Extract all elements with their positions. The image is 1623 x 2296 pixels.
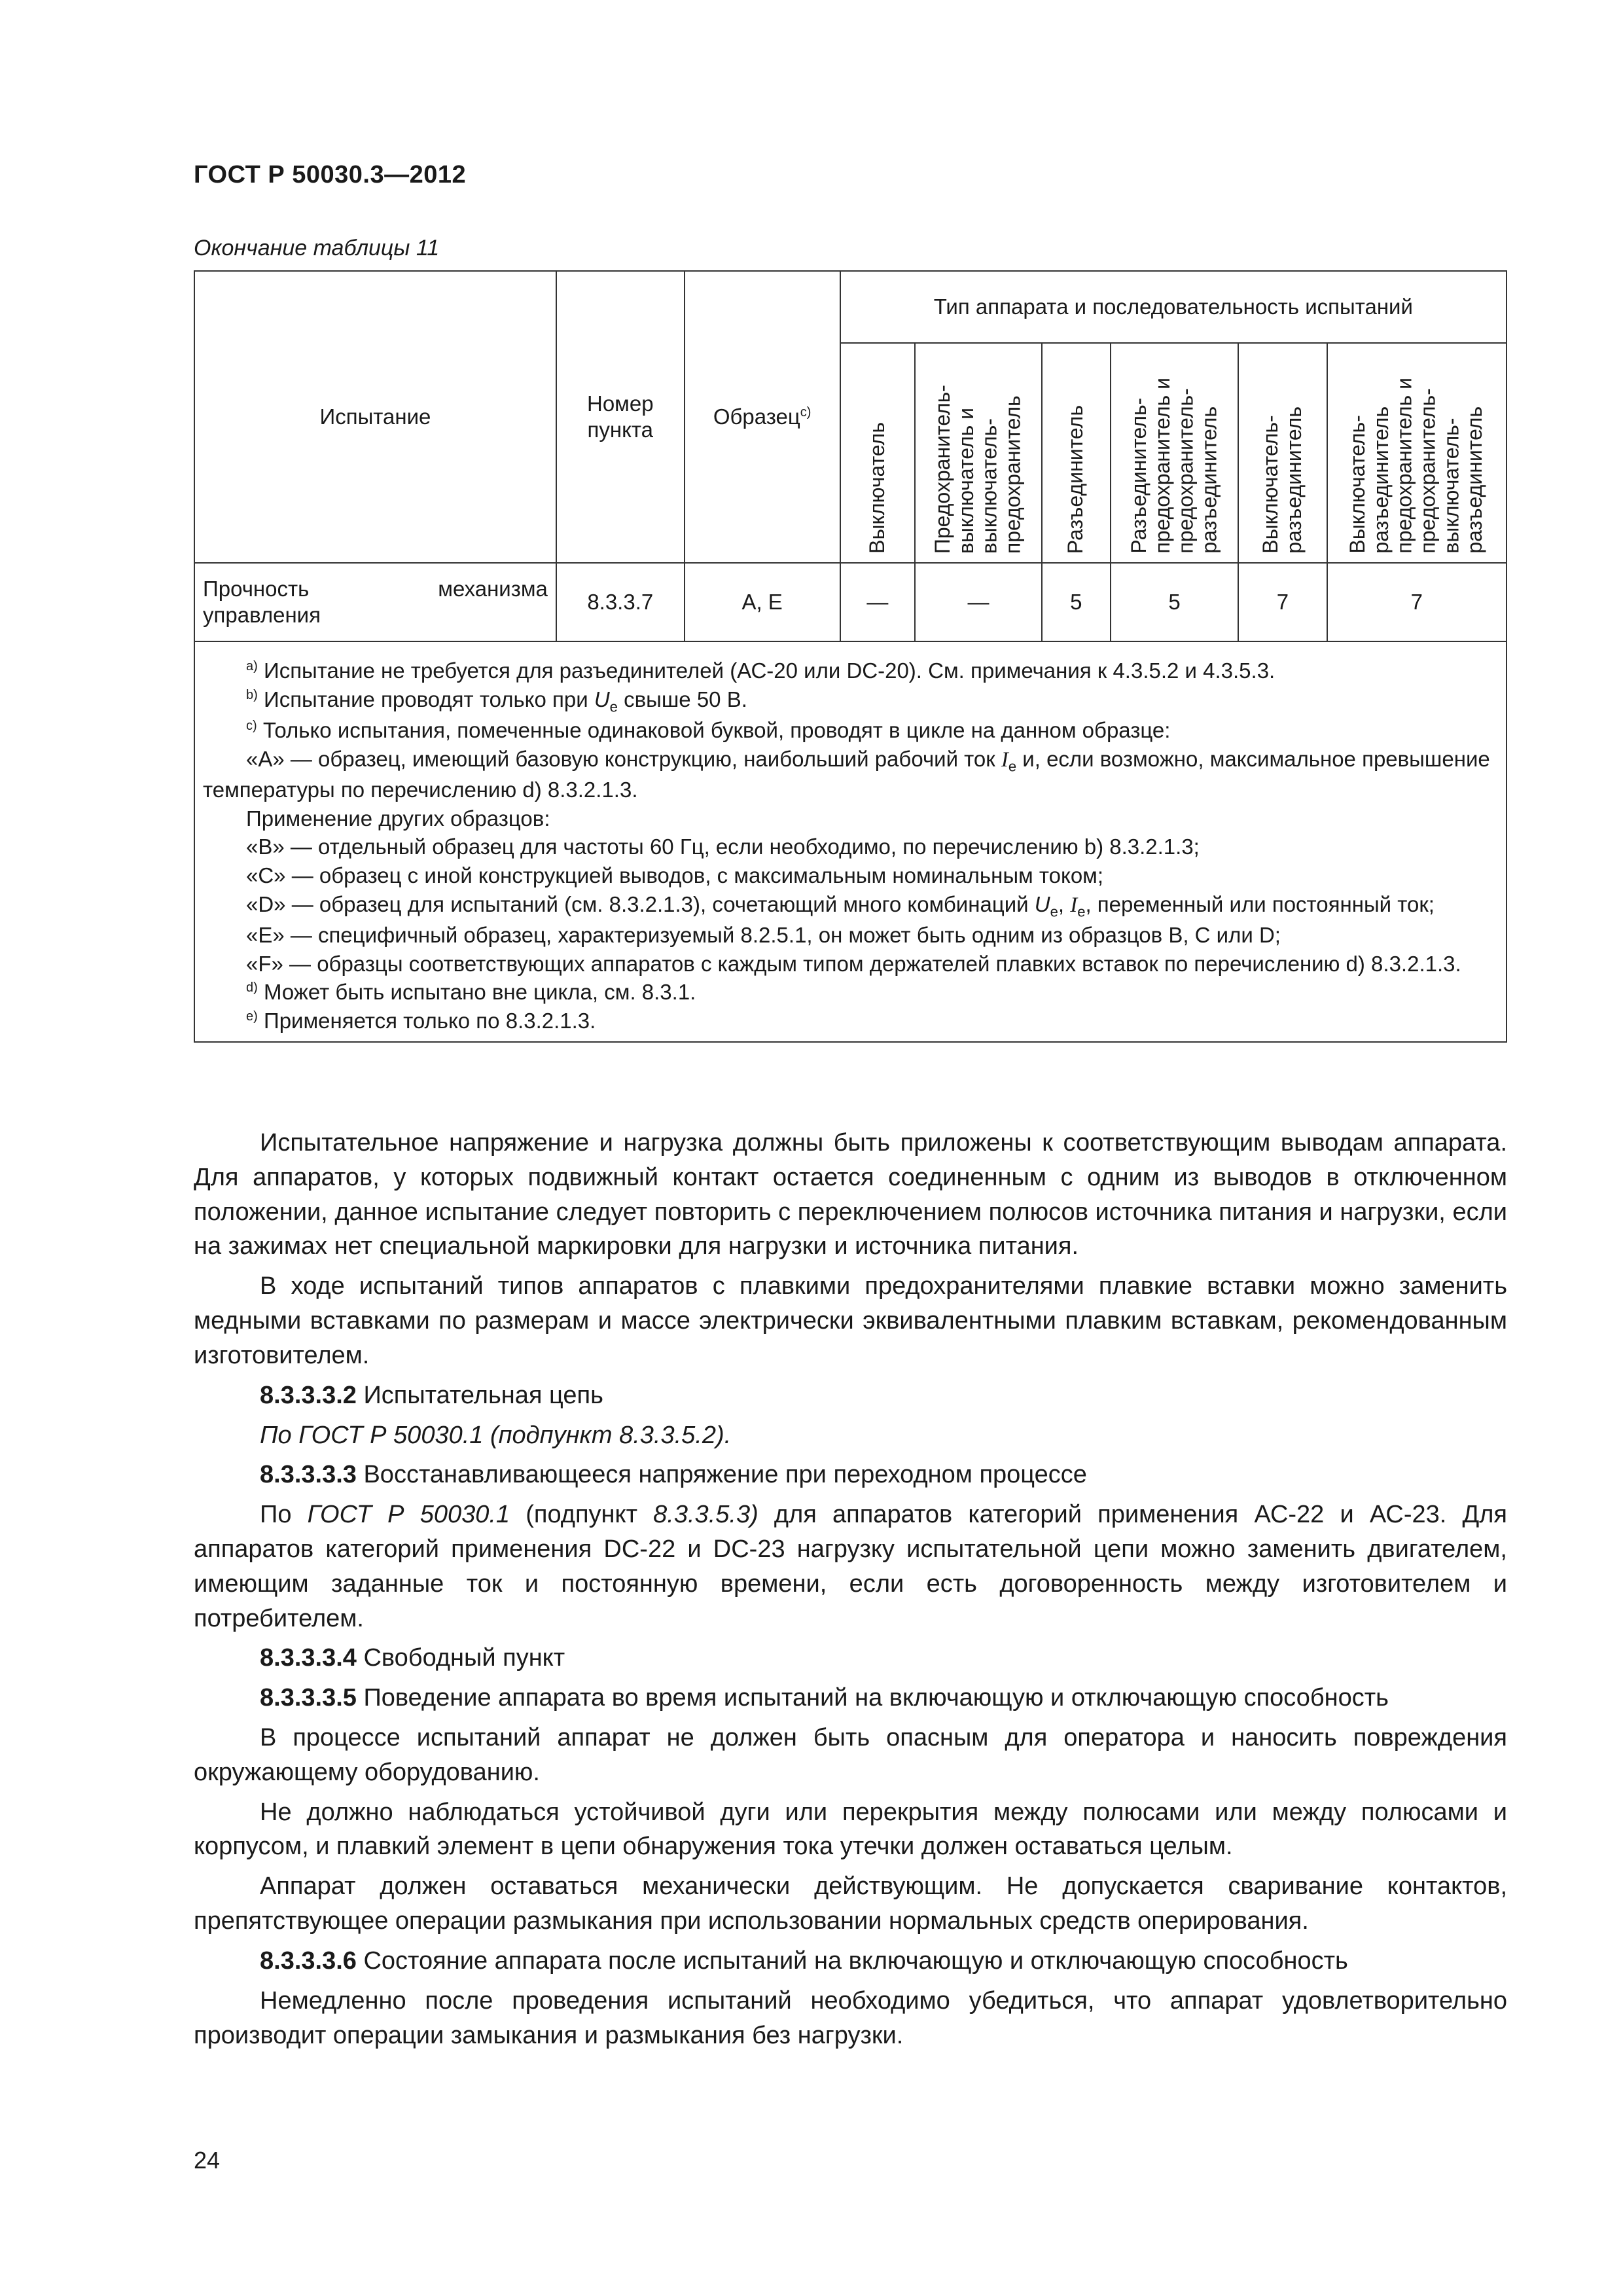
footnote-sample-d: «D» — образец для испытаний (см. 8.3.2.1.3), сочетающий много комбинаций $U_e$, $I_e$, переменный или постоянный ток;	[246, 891, 1435, 920]
row-number: 8.3.3.7	[556, 563, 685, 641]
page-number: 24	[194, 2147, 221, 2174]
row-test-name: Прочность механизма управления	[194, 563, 556, 641]
header-type-disconnector-fuse: Разъединитель- предохранитель и предохранитель- разъединитель	[1111, 343, 1239, 563]
footnote-sample-c: «С» — образец с иной конструкцией выводов, с максимальным номинальным током;	[246, 863, 1104, 888]
header-type-fuse-switch: Предохранитель- выключатель и выключатель- предохранитель	[915, 343, 1042, 563]
paragraph: Немедленно после проведения испытаний необходимо убедиться, что аппарат удовлетворительно производит операции замыкания и размыкания без нагрузки.	[194, 1986, 1507, 2049]
footnote-sample-a: «А» — образец, имеющий базовую конструкцию, наибольший рабочий ток $I_e$ и, если возможно, максимальное превышение температуры по перечислению d) 8.3.2.1.3.	[203, 746, 1490, 802]
row-value-switch-disconnector: 7	[1238, 563, 1327, 641]
header-type-switch-disconnector-fuse: Выключатель- разъединитель предохранитель и предохранитель- выключатель- разъединитель	[1327, 343, 1507, 563]
footnote-sample-f: «F» — образцы соответствующих аппаратов с каждым типом держателей плавких вставок по перечислению d) 8.3.2.1.3.	[246, 951, 1461, 976]
table-row	[194, 563, 1507, 641]
header-sample: Образец$^{c)}$	[685, 271, 840, 563]
row-sample: А, Е	[685, 563, 840, 641]
document-header: ГОСТ Р 50030.3—2012	[194, 161, 467, 188]
footnote-e: $^{e)}$ Применяется только по 8.3.2.1.3.	[246, 1008, 596, 1033]
section-8-3-3-3-3: 8.3.3.3.3 Восстанавливающееся напряжение при переходном процессе	[260, 1461, 1087, 1489]
paragraph: Аппарат должен оставаться механически действующим. Не допускается сваривание контактов, препятствующее операции размыкания при использовании нормальных средств оперирования.	[194, 1873, 1507, 1935]
table-caption: Окончание таблицы 11	[194, 236, 440, 260]
section-8-3-3-3-2: 8.3.3.3.2 Испытательная цепь	[260, 1381, 603, 1409]
header-type-switch: Выключатель	[840, 343, 915, 563]
row-value-switch-disconnector-fuse: 7	[1327, 563, 1507, 641]
table-footnotes	[194, 641, 1507, 1042]
footnote-b: $^{b)}$ Испытание проводят только при $U_e$ свыше 50 В.	[246, 687, 747, 715]
paragraph: В процессе испытаний аппарат не должен быть опасным для оператора и наносить повреждения окружающему оборудованию.	[194, 1724, 1507, 1786]
footnote-sample-e: «Е» — специфичный образец, характеризуемый 8.2.5.1, он может быть одним из образцов В, С или D;	[246, 923, 1281, 948]
paragraph: По ГОСТ Р 50030.1 (подпункт 8.3.3.5.3) для аппаратов категорий применения АС-22 и АС-23. Для аппаратов категорий применения DC-22 и DC-23 нагрузку испытательной цепи можно заменить двигателем, имеющим заданные ток и постоянную времени, если есть договоренность между изготовителем и потребителем.	[194, 1501, 1508, 1632]
table-header-row	[194, 271, 1507, 343]
paragraph-ref: По ГОСТ Р 50030.1 (подпункт 8.3.3.5.2).	[260, 1421, 732, 1449]
header-sample-sup: c)	[800, 405, 812, 420]
header-type-disconnector: Разъединитель	[1042, 343, 1111, 563]
footnote-a: $^{a)}$ Испытание не требуется для разъединителей (АС-20 или DC-20). См. примечания к 4.3.5.2 и 4.3.5.3.	[246, 658, 1275, 683]
table-11	[194, 270, 1507, 1043]
section-8-3-3-3-4: 8.3.3.3.4 Свободный пункт	[260, 1644, 565, 1672]
body-text	[194, 1126, 1507, 2058]
row-value-fuse-switch: —	[915, 563, 1042, 641]
section-8-3-3-3-6: 8.3.3.3.6 Состояние аппарата после испытаний на включающую и отключающую способность	[260, 1946, 1348, 1975]
section-8-3-3-3-5: 8.3.3.3.5 Поведение аппарата во время испытаний на включающую и отключающую способность	[260, 1684, 1389, 1712]
paragraph: Не должно наблюдаться устойчивой дуги или перекрытия между полюсами или между полюсами и корпусом, и плавкий элемент в цепи обнаружения тока утечки должен оставаться целым.	[194, 1798, 1507, 1861]
header-type-switch-disconnector: Выключатель- разъединитель	[1238, 343, 1327, 563]
header-number: Номер пункта	[556, 271, 685, 563]
footnote-other: Применение других образцов:	[246, 806, 550, 831]
paragraph: В ходе испытаний типов аппаратов с плавкими предохранителями плавкие вставки можно заменить медными вставками по размерам и массе электрически эквивалентными плавким вставкам, рекомендованным изготовителем.	[194, 1272, 1507, 1369]
row-value-disconnector-fuse: 5	[1111, 563, 1239, 641]
paragraph: Испытательное напряжение и нагрузка должны быть приложены к соответствующим выводам аппарата. Для аппаратов, у которых подвижный контакт остается соединенным с одним из выводов в отключенном положении, данное испытание следует повторить с переключением полюсов источника питания и нагрузки, если на зажимах нет специальной маркировки для нагрузки и источника питания.	[194, 1129, 1507, 1261]
header-type-group: Тип аппарата и последовательность испытаний	[840, 271, 1507, 343]
table-notes-row	[194, 641, 1507, 1042]
footnote-sample-b: «В» — отдельный образец для частоты 60 Гц, если необходимо, по перечислению b) 8.3.2.1.3;	[246, 834, 1200, 859]
footnote-d: $^{d)}$ Может быть испытано вне цикла, см. 8.3.1.	[246, 980, 696, 1005]
header-test: Испытание	[194, 271, 556, 563]
footnote-c: $^{c)}$ Только испытания, помеченные одинаковой буквой, проводят в цикле на данном образце:	[246, 718, 1171, 743]
row-value-switch: —	[840, 563, 915, 641]
row-value-disconnector: 5	[1042, 563, 1111, 641]
